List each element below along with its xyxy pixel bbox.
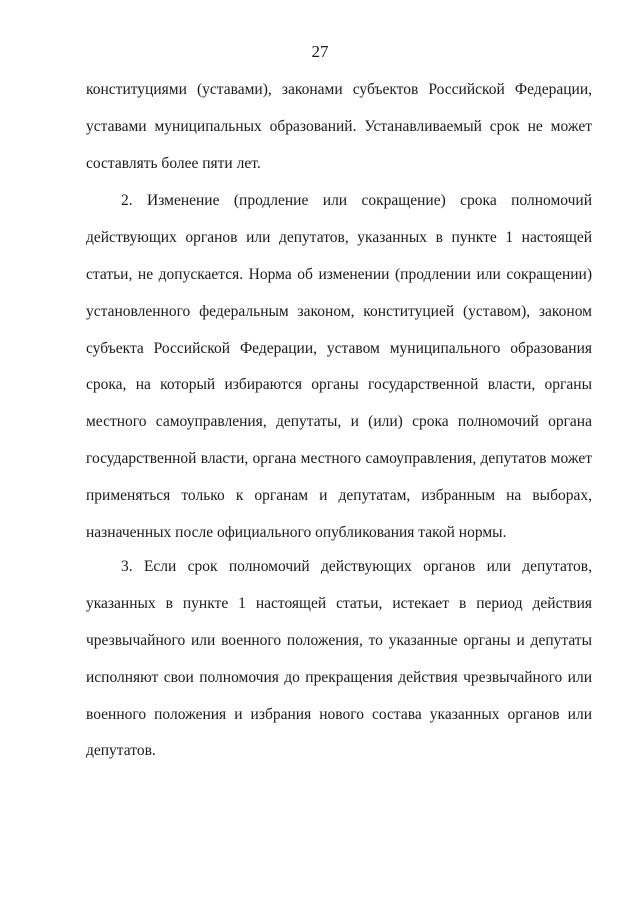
text-line: применяться только к органам и депутатам, избранным на выборах,: [86, 487, 592, 505]
page-number: 27: [311, 42, 329, 61]
paragraph-continuation: [86, 72, 592, 183]
text-line: указанных в пункте 1 настоящей статьи, истекает в период действия: [86, 594, 592, 612]
text-line: субъекта Российской Федерации, уставом муниципального образования: [86, 339, 592, 357]
text-line: 2. Изменение (продление или сокращение) срока полномочий: [121, 192, 592, 209]
text-line: исполняют свои полномочия до прекращения действия чрезвычайного или: [86, 668, 592, 686]
text-line: назначенных после официального опубликования такой нормы.: [86, 524, 507, 542]
paragraph-item-2: [86, 183, 592, 552]
text-line: чрезвычайного или военного положения, то указанные органы и депутаты: [86, 631, 592, 649]
paragraph-item-3: [86, 549, 592, 770]
text-line: статьи, не допускается. Норма об изменении (продлении или сокращении): [86, 265, 592, 283]
text-line: составлять более пяти лет.: [86, 154, 261, 172]
text-line: уставами муниципальных образований. Устанавливаемый срок не может: [86, 117, 592, 135]
text-line: государственной власти, органа местного самоуправления, депутатов может: [86, 450, 592, 468]
text-line: конституциями (уставами), законами субъектов Российской Федерации,: [86, 81, 592, 98]
text-line: местного самоуправления, депутаты, и (или) срока полномочий органа: [86, 413, 592, 431]
text-line: 3. Если срок полномочий действующих органов или депутатов,: [121, 558, 592, 575]
text-line: действующих органов или депутатов, указанных в пункте 1 настоящей: [86, 228, 592, 246]
text-line: военного положения и избрания нового состава указанных органов или: [86, 705, 592, 723]
text-line: установленного федеральным законом, конституцией (уставом), законом: [86, 302, 592, 320]
text-line: срока, на который избираются органы государственной власти, органы: [86, 376, 592, 394]
text-line: депутатов.: [86, 742, 156, 760]
